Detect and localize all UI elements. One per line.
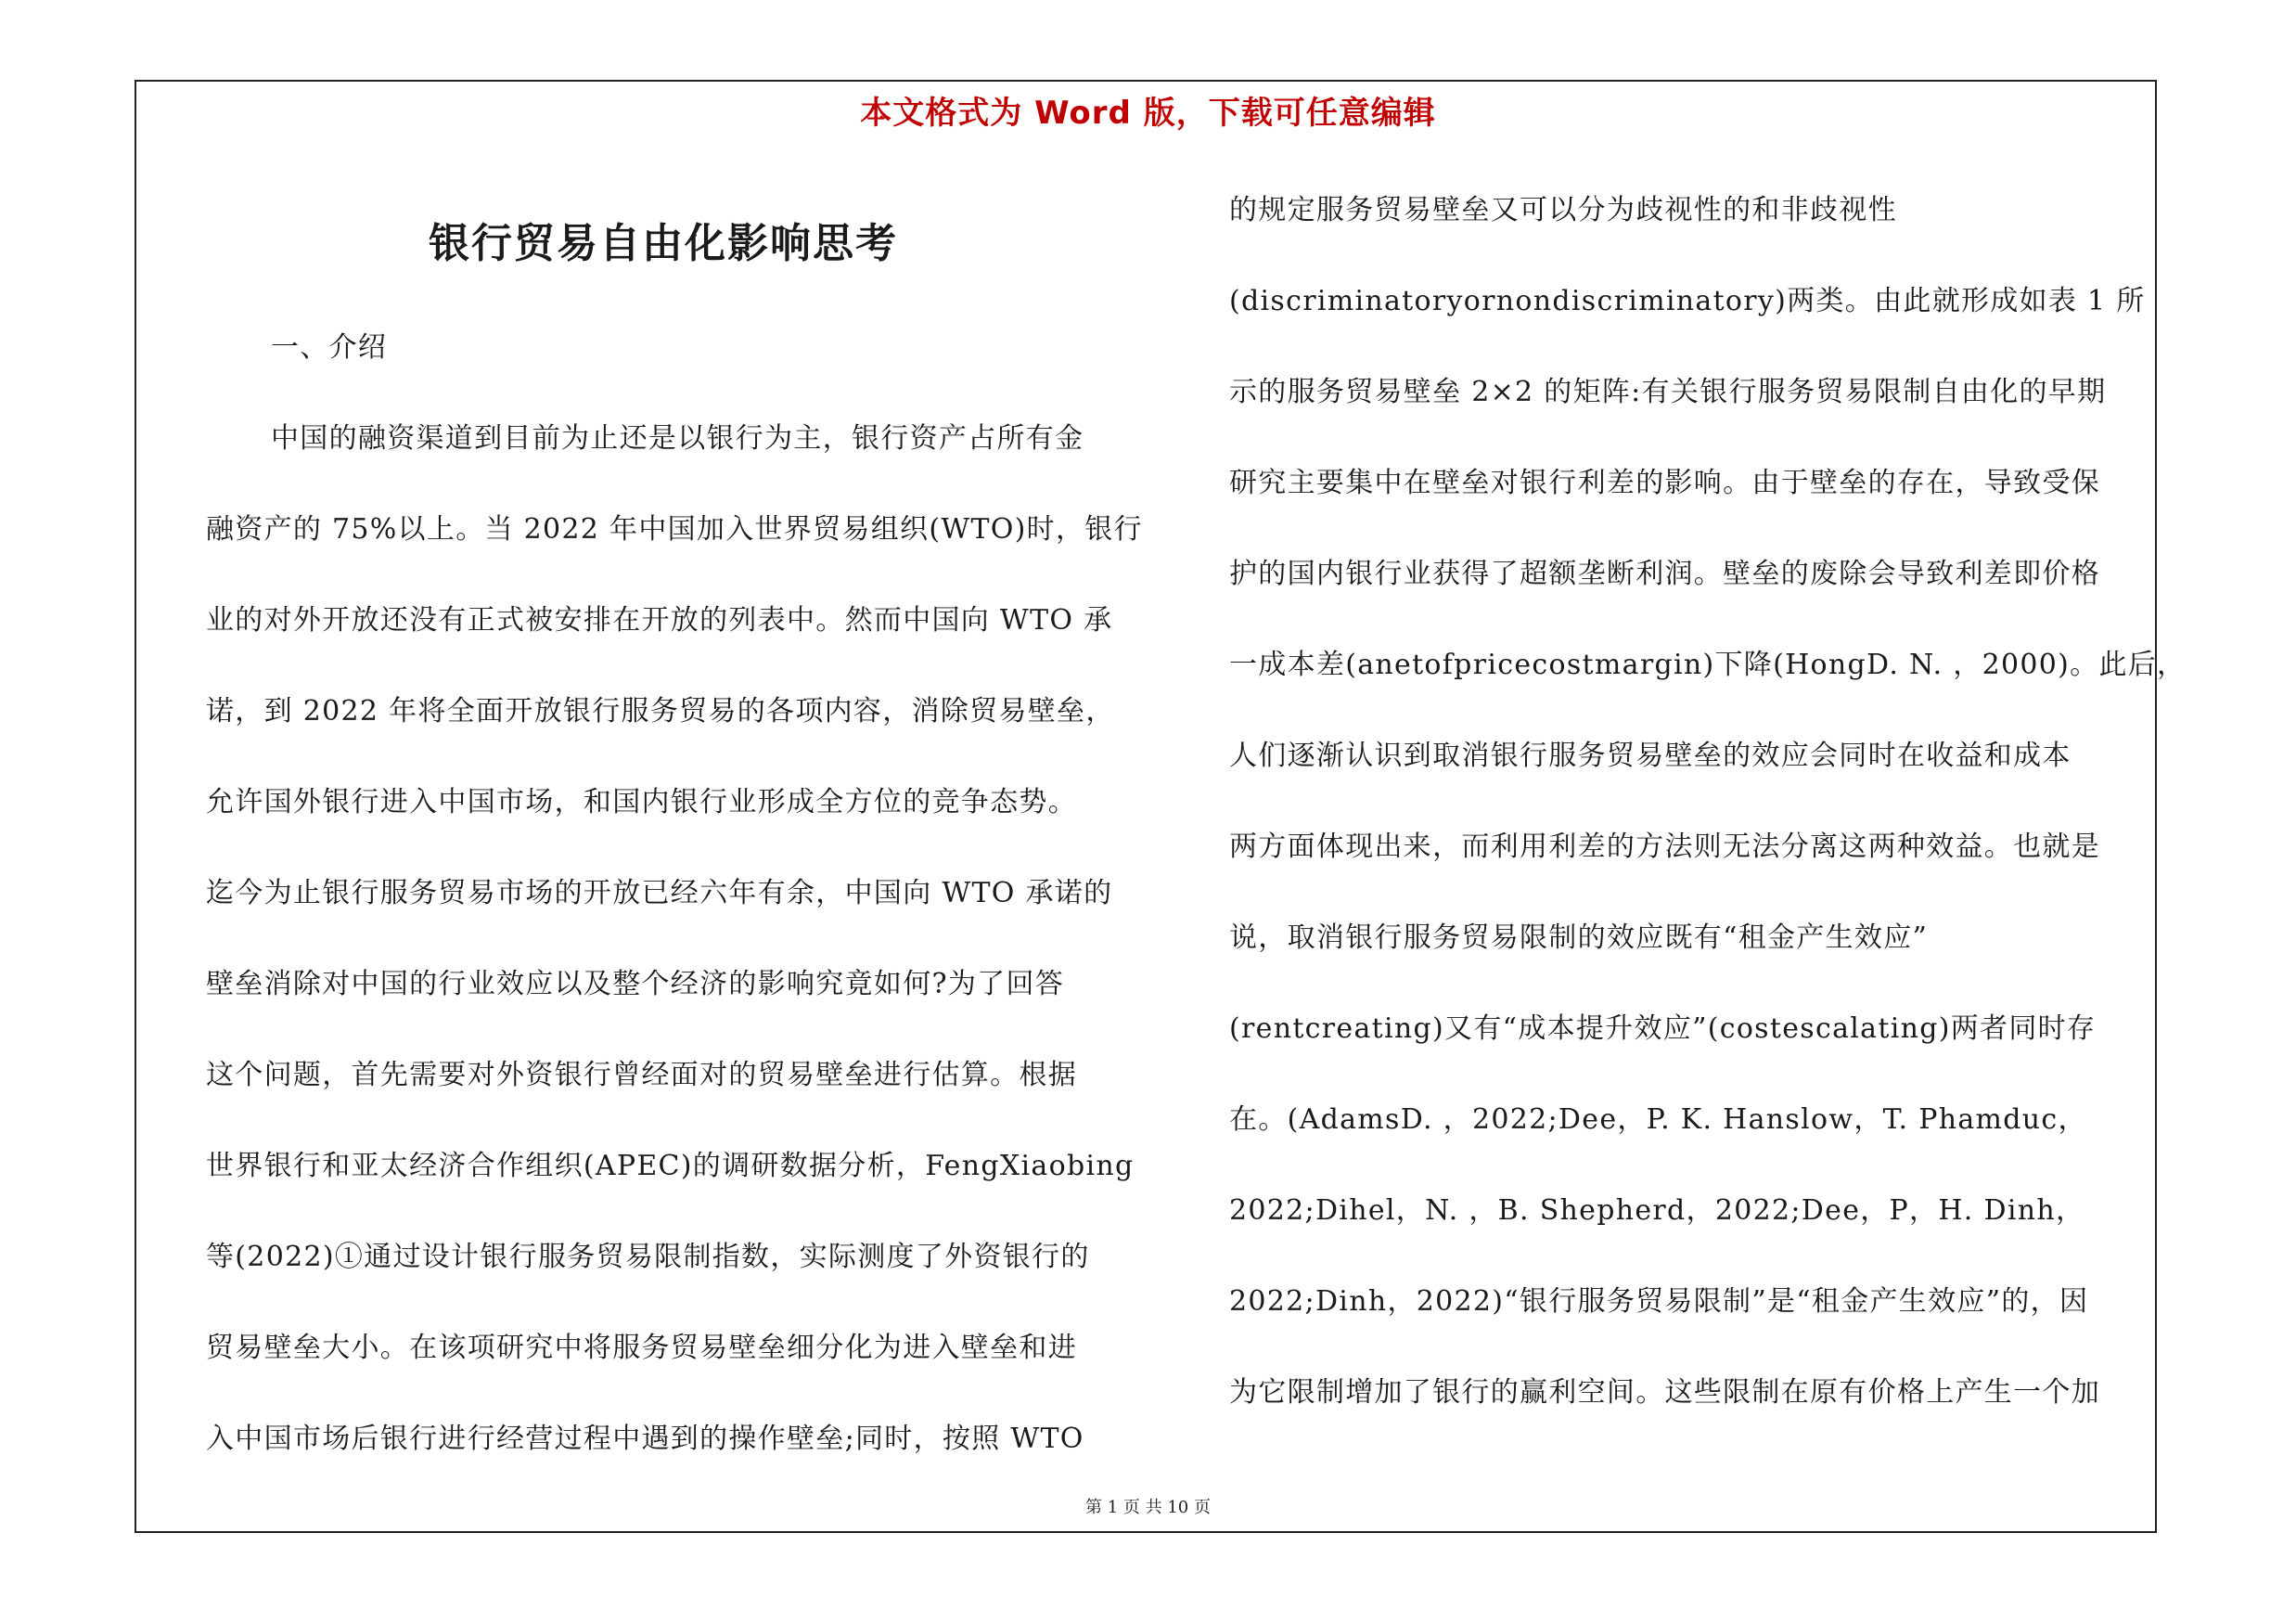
text-line: 为它限制增加了银行的赢利空间。这些限制在原有价格上产生一个加 [1229,1376,2100,1409]
page-number-footer: 第 1 页 共 10 页 [1085,1498,1211,1517]
text-line: 贸易壁垒大小。在该项研究中将服务贸易壁垒细分化为进入壁垒和进 [206,1332,1077,1364]
text-line: 中国的融资渠道到目前为止还是以银行为主，银行资产占所有金 [271,422,1084,455]
text-line: 说，取消银行服务贸易限制的效应既有“租金产生效应” [1229,921,1929,954]
text-line: (rentcreating)又有“成本提升效应”(costescalating)两者同时存 [1229,1012,2097,1045]
text-line: 2022;Dihel，N. ，B. Shepherd，2022;Dee，P，H. Dinh， [1229,1194,2085,1227]
text-line: 一成本差(anetofpricecostmargin)下降(HongD. N. ，2000)。此后， [1229,649,2187,681]
document-title: 银行贸易自由化影响思考 [429,220,898,267]
text-line: 业的对外开放还没有正式被安排在开放的列表中。然而中国向 WTO 承 [206,604,1113,637]
section-heading: 一、介绍 [271,331,388,364]
text-line: 示的服务贸易壁垒 2×2 的矩阵:有关银行服务贸易限制自由化的早期 [1229,376,2107,408]
text-line: 诺，到 2022 年将全面开放银行服务贸易的各项内容，消除贸易壁垒， [206,695,1115,728]
text-line: 融资产的 75%以上。当 2022 年中国加入世界贸易组织(WTO)时，银行 [206,513,1143,546]
text-line: 2022;Dinh，2022)“银行服务贸易限制”是“租金产生效应”的，因 [1229,1285,2089,1318]
text-line: 这个问题，首先需要对外资银行曾经面对的贸易壁垒进行估算。根据 [206,1059,1077,1091]
right-column [1229,183,2187,1456]
text-line: 入中国市场后银行进行经营过程中遇到的操作壁垒;同时，按照 WTO [206,1423,1084,1455]
text-line: 护的国内银行业获得了超额垄断利润。壁垒的废除会导致利差即价格 [1229,558,2100,590]
text-line: 壁垒消除对中国的行业效应以及整个经济的影响究竟如何?为了回答 [206,968,1065,1000]
text-line: (discriminatoryornondiscriminatory)两类。由此就形成如表 1 所 [1229,285,2146,317]
text-line: 人们逐渐认识到取消银行服务贸易壁垒的效应会同时在收益和成本 [1229,740,2072,772]
text-line: 的规定服务贸易壁垒又可以分为歧视性的和非歧视性 [1229,194,1897,226]
text-line: 等(2022)①通过设计银行服务贸易限制指数，实际测度了外资银行的 [206,1241,1090,1273]
format-notice-banner: 本文格式为 Word 版，下载可任意编辑 [860,95,1436,132]
text-line: 两方面体现出来，而利用利差的方法则无法分离这两种效益。也就是 [1229,831,2100,863]
left-column [206,320,1143,1502]
text-line: 迄今为止银行服务贸易市场的开放已经六年有余，中国向 WTO 承诺的 [206,877,1113,909]
text-line: 在。(AdamsD. ，2022;Dee，P. K. Hanslow，T. Phamduc， [1229,1103,2087,1136]
text-line: 允许国外银行进入中国市场，和国内银行业形成全方位的竞争态势。 [206,786,1077,818]
text-line: 研究主要集中在壁垒对银行利差的影响。由于壁垒的存在，导致受保 [1229,467,2100,499]
text-line: 世界银行和亚太经济合作组织(APEC)的调研数据分析，FengXiaobing [206,1150,1135,1182]
